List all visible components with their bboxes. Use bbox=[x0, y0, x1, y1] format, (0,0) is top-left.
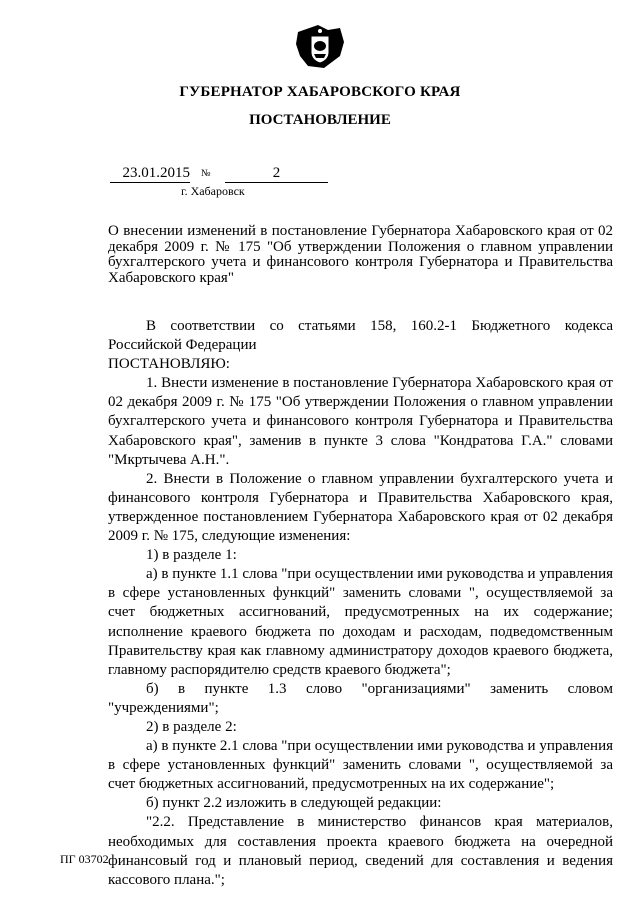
item-1b: б) в пункте 1.3 слово "организациями" заменить словом "учреждениями"; bbox=[108, 680, 613, 716]
document-date: 23.01.2015 bbox=[110, 164, 190, 183]
footer-code: ПГ 03702 bbox=[60, 852, 109, 866]
city-name: г. Хабаровск bbox=[181, 184, 245, 198]
document-type: ПОСТАНОВЛЕНИЕ bbox=[249, 112, 391, 128]
item-2a: а) в пункте 2.1 слова "при осуществлении ими руководства и управления в сфере установленных функций" заменить словами ", осуществляемой за счет бюджетных ассигнований, предусмотренных на их содержание"; bbox=[108, 738, 613, 793]
governor-title: ГУБЕРНАТОР ХАБАРОВСКОГО КРАЯ bbox=[179, 84, 461, 100]
decree-word: ПОСТАНОВЛЯЮ: bbox=[108, 356, 230, 373]
paragraph-1: 1. Внести изменение в постановление Губернатора Хабаровского края от 02 декабря 2009 г. № 175 "Об утверждении Положения о главном управлении бухгалтерского учета и финансового контроля Губернатора и Правительства Хабаровского края", заменив в пункте 3 слова "Кондратова Г.А." словами "Мкртычева А.Н.". bbox=[108, 375, 613, 468]
document-subject: О внесении изменений в постановление Губернатора Хабаровского края от 02 декабря 2009 г. № 175 "Об утверждении Положения о главном управлении бухгалтерского учета и финансового контроля Губернатора и Правительства Хабаровского края" bbox=[108, 223, 613, 286]
document-body bbox=[108, 317, 613, 890]
document-number: 2 bbox=[225, 164, 328, 183]
subsection-2: 2) в разделе 2: bbox=[146, 718, 237, 735]
item-1a: а) в пункте 1.1 слова "при осуществлении ими руководства и управления в сфере установленных функций" заменить словами ", осуществляемой за счет бюджетных ассигнований, предусмотренных на их содержание; исполнение краевого бюджета по доходам и расходам, подведомственным Правительству края как главному администратору доходов краевого бюджета, главному распорядителю средств краевого бюджета"; bbox=[108, 566, 613, 678]
item-2b: б) пункт 2.2 изложить в следующей редакции: bbox=[146, 795, 442, 812]
number-sign: № bbox=[201, 168, 211, 179]
item-2-2-text: "2.2. Представление в министерство финансов края материалов, необходимых для составления проекта краевого бюджета на очередной финансовый год и плановый период, сведений для составления и ведения кассового плана."; bbox=[108, 814, 613, 888]
subsection-1: 1) в разделе 1: bbox=[146, 547, 237, 564]
paragraph-2: 2. Внести в Положение о главном управлении бухгалтерского учета и финансового контроля Губернатора и Правительства Хабаровского края, утвержденное постановлением Губернатора Хабаровского края от 02 декабря 2009 г. № 175, следующие изменения: bbox=[108, 470, 613, 545]
coat-of-arms-icon bbox=[294, 22, 346, 72]
legal-basis: В соответствии со статьями 158, 160.2-1 Бюджетного кодекса Российской Федерации bbox=[108, 318, 613, 354]
